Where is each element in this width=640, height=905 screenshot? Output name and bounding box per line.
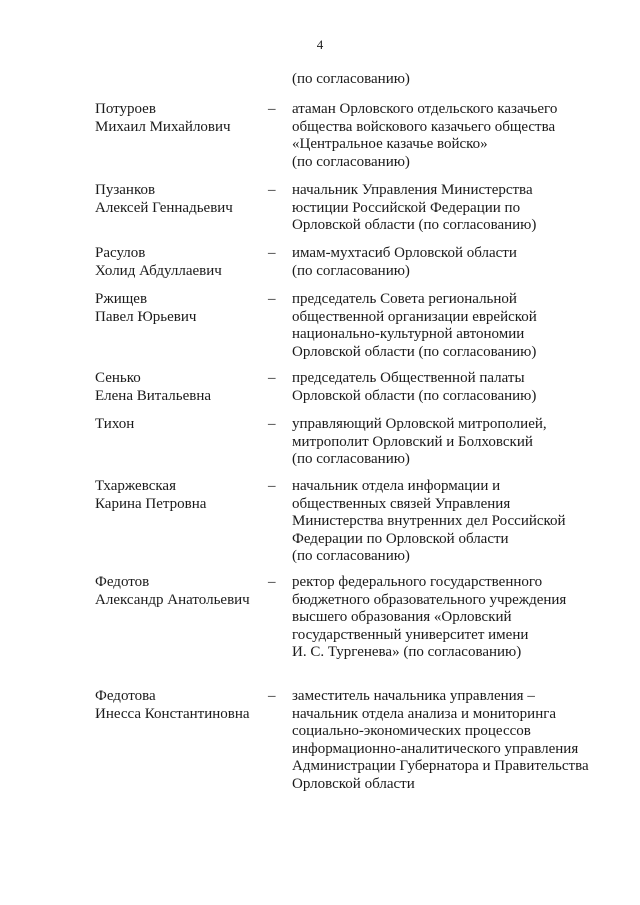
dash-separator: – bbox=[268, 101, 276, 117]
dash-separator: – bbox=[268, 574, 276, 590]
member-surname: Пузанков bbox=[95, 182, 156, 198]
member-name bbox=[95, 101, 260, 136]
member-surname: Федотов bbox=[95, 574, 150, 590]
member-given-names: Инесса Константиновна bbox=[95, 705, 250, 722]
member-surname: Тхаржевская bbox=[95, 478, 176, 494]
member-position bbox=[292, 370, 612, 405]
member-surname: Сенько bbox=[95, 370, 141, 386]
position-line: национально-культурной автономии bbox=[292, 326, 525, 342]
member-given-names: Павел Юрьевич bbox=[95, 308, 197, 325]
member-given-names: Алексей Геннадьевич bbox=[95, 199, 233, 216]
dash-separator: – bbox=[268, 478, 276, 494]
position-line: начальник отдела информации и bbox=[292, 478, 501, 494]
member-name bbox=[95, 688, 260, 723]
member-position bbox=[292, 182, 612, 235]
position-line: (по согласованию) bbox=[292, 153, 410, 170]
position-line: имам-мухтасиб Орловской области bbox=[292, 245, 517, 261]
position-line: (по согласованию) bbox=[292, 262, 410, 279]
position-line: общественных связей Управления bbox=[292, 495, 511, 512]
position-line: начальник Управления Министерства bbox=[292, 182, 533, 198]
position-line: Министерства внутренних дел Российской bbox=[292, 513, 566, 529]
member-surname: Расулов bbox=[95, 245, 146, 261]
dash-separator: – bbox=[268, 245, 276, 261]
member-position bbox=[292, 688, 612, 793]
dash-separator: – bbox=[268, 688, 276, 704]
dash-separator: – bbox=[268, 291, 276, 307]
position-line: Орловской области bbox=[292, 775, 415, 792]
dash-separator: – bbox=[268, 416, 276, 432]
member-surname: Ржищев bbox=[95, 291, 148, 307]
member-given-names: Карина Петровна bbox=[95, 495, 207, 512]
position-line: Орловской области (по согласованию) bbox=[292, 387, 537, 404]
member-position bbox=[292, 291, 612, 361]
position-line: Федерации по Орловской области bbox=[292, 530, 509, 547]
member-name bbox=[95, 416, 260, 434]
position-line: бюджетного образовательного учреждения bbox=[292, 591, 567, 608]
member-position bbox=[292, 101, 612, 171]
position-line: общества войскового казачьего общества bbox=[292, 118, 556, 135]
member-position bbox=[292, 416, 612, 469]
member-name bbox=[95, 574, 260, 609]
member-position bbox=[292, 574, 612, 662]
member-name bbox=[95, 245, 260, 280]
member-name bbox=[95, 478, 260, 513]
continuation-note: (по согласованию) bbox=[292, 71, 410, 87]
position-line: социально-экономических процессов bbox=[292, 723, 531, 739]
member-position bbox=[292, 478, 612, 566]
position-line: Администрации Губернатора и Правительства bbox=[292, 758, 589, 774]
member-name bbox=[95, 182, 260, 217]
position-line: Орловской области (по согласованию) bbox=[292, 343, 537, 360]
member-surname: Потуроев bbox=[95, 101, 156, 117]
position-line: ректор федерального государственного bbox=[292, 574, 543, 590]
position-line: (по согласованию) bbox=[292, 451, 410, 467]
member-given-names: Елена Витальевна bbox=[95, 387, 212, 404]
member-given-names: Михаил Михайлович bbox=[95, 118, 231, 135]
position-line: «Центральное казачье войско» bbox=[292, 136, 488, 152]
member-surname: Федотова bbox=[95, 688, 156, 704]
position-line: общественной организации еврейской bbox=[292, 308, 537, 325]
position-line: управляющий Орловской митрополией, bbox=[292, 416, 547, 432]
member-given-names: Александр Анатольевич bbox=[95, 591, 250, 608]
position-line: председатель Общественной палаты bbox=[292, 370, 525, 386]
position-line: атаман Орловского отдельского казачьего bbox=[292, 101, 558, 117]
member-given-names: Холид Абдуллаевич bbox=[95, 262, 222, 279]
dash-separator: – bbox=[268, 182, 276, 198]
member-name bbox=[95, 291, 260, 326]
position-line: председатель Совета региональной bbox=[292, 291, 517, 307]
page-number: 4 bbox=[316, 37, 324, 52]
position-line: митрополит Орловский и Болховский bbox=[292, 433, 533, 450]
position-line: И. С. Тургенева» (по согласованию) bbox=[292, 644, 522, 660]
member-name bbox=[95, 370, 260, 405]
position-line: начальник отдела анализа и мониторинга bbox=[292, 705, 557, 722]
member-surname: Тихон bbox=[95, 416, 135, 432]
position-line: информационно-аналитического управления bbox=[292, 740, 579, 757]
position-line: государственный университет имени bbox=[292, 626, 529, 643]
position-line: (по согласованию) bbox=[292, 548, 410, 564]
member-position bbox=[292, 245, 612, 280]
position-line: заместитель начальника управления – bbox=[292, 688, 535, 704]
position-line: высшего образования «Орловский bbox=[292, 609, 512, 625]
dash-separator: – bbox=[268, 370, 276, 386]
position-line: Орловской области (по согласованию) bbox=[292, 217, 537, 233]
position-line: юстиции Российской Федерации по bbox=[292, 199, 521, 216]
